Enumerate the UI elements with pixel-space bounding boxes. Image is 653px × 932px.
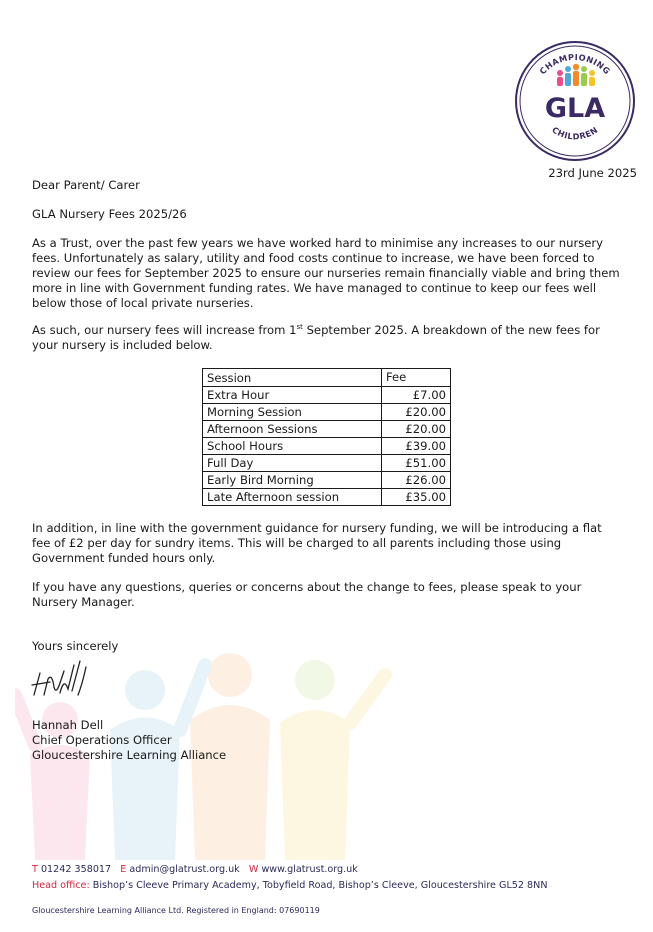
header-fee: Fee (382, 369, 451, 387)
tel-number: 01242 358017 (40, 864, 112, 875)
email-label: E (120, 864, 127, 875)
paragraph-fee-increase-part1: As such, our nursery fees will increase from 1 (32, 323, 297, 337)
session-cell: Full Day (203, 455, 382, 472)
svg-text:CHAMPIONING: CHAMPIONING (537, 51, 613, 77)
head-office-label: Head office: (32, 880, 90, 891)
session-cell: School Hours (203, 438, 382, 455)
signatory-title: Chief Operations Officer (32, 733, 172, 747)
signature-image (30, 655, 100, 703)
fee-cell: £35.00 (382, 489, 451, 506)
session-cell: Extra Hour (203, 387, 382, 404)
paragraph-fee-increase (32, 323, 622, 353)
email-link[interactable]: admin@glatrust.org.uk (129, 864, 240, 875)
fee-cell: £20.00 (382, 404, 451, 421)
fee-cell: £39.00 (382, 438, 451, 455)
web-label: W (248, 864, 259, 875)
svg-text:CHILDREN: CHILDREN (550, 124, 600, 142)
registration-line: Gloucestershire Learning Alliance Ltd. Registered in England: 07690119 (32, 906, 320, 915)
fee-cell: £51.00 (382, 455, 451, 472)
tel-label: T (32, 864, 38, 875)
letter-subject: GLA Nursery Fees 2025/26 (32, 207, 187, 221)
closing: Yours sincerely (32, 639, 119, 653)
table-row (203, 438, 451, 455)
header-session: Session (203, 369, 382, 387)
head-office-address: Bishop’s Cleeve Primary Academy, Tobyfield Road, Bishop’s Cleeve, Gloucestershire GL52 8NN (92, 880, 548, 891)
signatory-name: Hannah Dell (32, 718, 104, 732)
session-cell: Morning Session (203, 404, 382, 421)
paragraph-sundry-fee: In addition, in line with the government guidance for nursery funding, we will be introducing a flat fee of £2 per day for sundry items. This will be charged to all parents including those using Government funded hours only. (32, 521, 602, 565)
ordinal-suffix: st (296, 323, 303, 332)
svg-text:GLA: GLA (544, 93, 606, 124)
paragraph-intro: As a Trust, over the past few years we have worked hard to minimise any increases to our nursery fees. Unfortunately as salary, utility and food costs continue to increase, we have been forced to review our fees for September 2025 to ensure our nurseries remain financially viable and bring them more in line with Government funding rates. We have managed to continue to keep our fees well below those of local private nurseries. (32, 236, 620, 310)
table-row (203, 404, 451, 421)
head-office-line (32, 878, 548, 893)
table-row (203, 472, 451, 489)
fee-cell: £20.00 (382, 421, 451, 438)
session-cell: Late Afternoon session (203, 489, 382, 506)
contact-line (32, 862, 358, 877)
letter-date: 23rd June 2025 (548, 166, 637, 180)
table-header-row (203, 369, 451, 387)
fees-table (202, 368, 451, 506)
paragraph-questions: If you have any questions, queries or concerns about the change to fees, please speak to your Nursery Manager. (32, 580, 582, 609)
table-row (203, 489, 451, 506)
fee-cell: £26.00 (382, 472, 451, 489)
table-row (203, 455, 451, 472)
signatory-organisation: Gloucestershire Learning Alliance (32, 748, 227, 762)
web-link[interactable]: www.glatrust.org.uk (261, 864, 358, 875)
table-row (203, 421, 451, 438)
gla-logo (514, 40, 636, 162)
greeting: Dear Parent/ Carer (32, 178, 140, 192)
table-row (203, 387, 451, 404)
fee-cell: £7.00 (382, 387, 451, 404)
session-cell: Afternoon Sessions (203, 421, 382, 438)
paragraph-fee-increase-part2: September 2025. A breakdown of the new fees for your nursery is included below. (32, 323, 600, 352)
session-cell: Early Bird Morning (203, 472, 382, 489)
